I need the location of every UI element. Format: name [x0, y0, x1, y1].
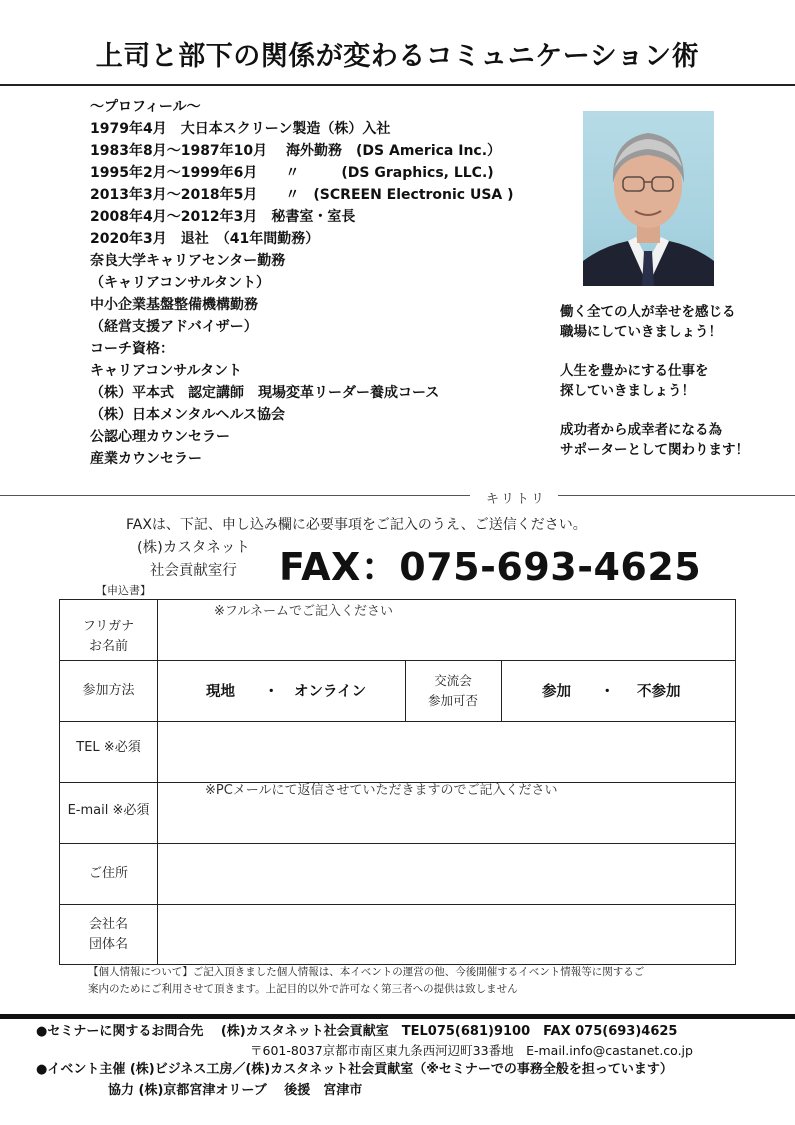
- message-section: [560, 302, 790, 479]
- option-onsite[interactable]: 現地: [206, 684, 235, 700]
- furigana-label: フリガナ: [82, 619, 135, 634]
- form-row-tel: [60, 722, 735, 783]
- party-divider: [501, 661, 502, 721]
- name-label-text: お名前: [88, 639, 128, 654]
- speaker-portrait-icon: [583, 111, 714, 286]
- contact-info: ●セミナーに関するお問合先 (株)カスタネット社会貢献室 TEL075(681)9100 FAX 075(693)4625: [36, 1024, 678, 1039]
- profile-line: 1979年4月 大日本スクリーン製造（株）入社: [90, 121, 391, 137]
- email-hint: ※PCメールにて返信させていただきますのでご記入ください: [205, 783, 558, 798]
- recipient-name: (株)カスタネット: [137, 540, 250, 556]
- form-row-method: [60, 661, 735, 722]
- tel-label: [60, 722, 158, 782]
- form-row-address: [60, 844, 735, 905]
- privacy-notice: [88, 964, 748, 998]
- method-label: 参加方法: [60, 661, 158, 721]
- profile-line: 中小企業基盤整備機構勤務: [90, 297, 258, 313]
- message-line: 成功者から成幸者になる為: [560, 422, 722, 438]
- profile-line: 奈良大学キャリアセンター勤務: [90, 253, 286, 269]
- application-form: [59, 599, 736, 965]
- profile-line: 公認心理カウンセラー: [90, 429, 230, 445]
- address-label: ご住所: [60, 844, 158, 904]
- party-label-line: 参加可否: [427, 693, 478, 708]
- privacy-line: 【個人情報について】ご記入頂きました個人情報は、本イベントの運営の他、今後開催するイベント情報等に関するご: [88, 966, 645, 978]
- cooperation-info: 協力 (株)京都宮津オリーブ 後援 宮津市: [108, 1083, 363, 1098]
- cut-line-left: [0, 495, 470, 496]
- speaker-photo: [583, 111, 714, 286]
- email-label-text: E-mail ※必須: [67, 803, 150, 818]
- title-divider: [0, 84, 795, 86]
- page-title: 上司と部下の関係が変わるコミュニケーション術: [95, 41, 700, 72]
- organizer-info: ●イベント主催 (株)ビジネス工房／(株)カスタネット社会貢献室（※セミナーでの事務全般を担っています）: [36, 1062, 673, 1077]
- option-attend[interactable]: 参加: [542, 684, 571, 700]
- party-label-line: 交流会: [434, 673, 472, 688]
- fax-number: FAX：075-693-4625: [279, 545, 702, 589]
- message-line: 職場にしていきましょう！: [560, 324, 722, 340]
- profile-line: 2020年3月 退社 （41年間勤務）: [90, 231, 320, 247]
- org-field[interactable]: [158, 905, 735, 964]
- company-label: 会社名: [88, 916, 128, 932]
- address-field[interactable]: [158, 844, 735, 904]
- email-field[interactable]: [158, 783, 735, 843]
- profile-line: （株）平本式 認定講師 現場変革リーダー養成コース: [90, 385, 440, 401]
- recipient-department: 社会貢献室行: [149, 563, 237, 579]
- email-label: [60, 783, 158, 843]
- name-hint: ※フルネームでご記入ください: [214, 604, 393, 619]
- message: [560, 361, 790, 401]
- name-field[interactable]: [158, 600, 735, 660]
- method-field: [158, 661, 735, 721]
- profile-line: 1995年2月～1999年6月 〃 (DS Graphics, LLC.): [90, 165, 494, 181]
- fax-instructions: FAXは、下記、申し込み欄に必要事項をご記入のうえ、ご送信ください。: [126, 517, 587, 533]
- form-row-org: [60, 905, 735, 964]
- tel-field[interactable]: [158, 722, 735, 782]
- option-separator: ・: [600, 684, 615, 700]
- profile-section: [90, 96, 560, 470]
- address-info: 〒601-8037京都市南区東九条西河辺町33番地 E-mail.info@castanet.co.jp: [250, 1043, 693, 1058]
- message-line: 働く全ての人が幸せを感じる: [560, 304, 736, 320]
- profile-line: 産業カウンセラー: [90, 451, 202, 467]
- profile-line: （株）日本メンタルヘルス協会: [90, 407, 286, 423]
- profile-line: キャリアコンサルタント: [90, 363, 243, 379]
- footer-divider: [0, 1014, 795, 1019]
- option-online[interactable]: オンライン: [294, 684, 367, 700]
- message-line: 人生を豊かにする仕事を: [560, 363, 709, 379]
- form-label: 【申込書】: [96, 584, 151, 597]
- form-row-name: [60, 600, 735, 661]
- profile-line: （経営支援アドバイザー）: [90, 319, 258, 335]
- party-label: [405, 661, 501, 721]
- message-line: サポーターとして関わります！: [560, 442, 749, 458]
- recipient-company: [137, 537, 250, 583]
- message: [560, 420, 790, 460]
- profile-line: コーチ資格：: [90, 341, 174, 357]
- option-separator: ・: [264, 684, 279, 700]
- cut-line-right: [558, 495, 795, 496]
- option-decline[interactable]: 不参加: [637, 684, 681, 700]
- group-label: 団体名: [88, 936, 128, 952]
- profile-line: （キャリアコンサルタント）: [90, 275, 271, 291]
- profile-line: 2008年4月～2012年3月 秘書室・室長: [90, 209, 356, 225]
- profile-line: 2013年3月～2018年5月 〃 (SCREEN Electronic USA ): [90, 187, 514, 203]
- name-label: [60, 600, 158, 660]
- profile-line: 1983年8月～1987年10月 海外勤務 (DS America Inc.）: [90, 143, 502, 159]
- tel-label-text: TEL ※必須: [76, 740, 141, 755]
- org-label: [60, 905, 158, 964]
- cut-label: キリトリ: [486, 492, 547, 507]
- message: [560, 302, 790, 342]
- form-row-email: [60, 783, 735, 844]
- message-line: 探していきましょう！: [560, 383, 695, 399]
- profile-heading: ～プロフィール～: [90, 99, 201, 115]
- privacy-line: 案内のためにご利用させて頂きます。上記目的以外で許可なく第三者への提供は致しません: [88, 983, 518, 995]
